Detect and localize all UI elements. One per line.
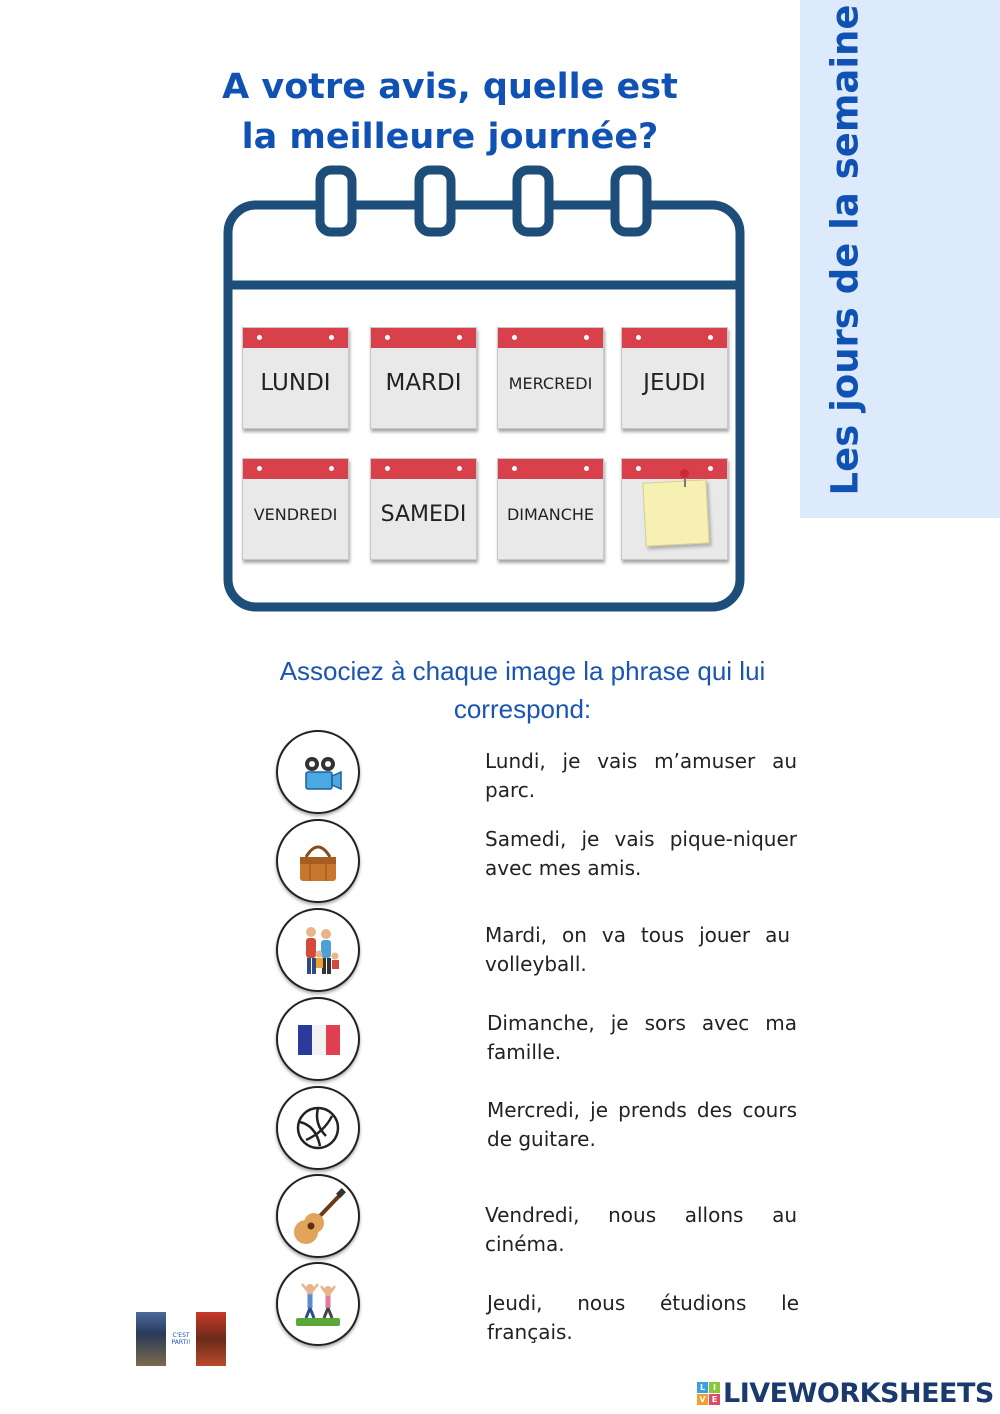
picture-circle-volleyball[interactable] [276,1086,360,1170]
picture-circle-camera[interactable] [276,730,360,814]
badge-thumbnail [166,1312,196,1366]
sentence-item[interactable]: Samedi, je vais pique-niquer avec mes amis. [485,827,797,880]
day-label: MARDI [385,370,462,396]
french-flag-icon [278,999,358,1079]
sentence-item[interactable]: Mardi, on va tous jouer au volleyball. [485,923,790,976]
day-card-samedi [370,458,477,560]
sentence-item[interactable]: Vendredi, nous allons au cinéma. [485,1203,797,1256]
book-cover-thumbnail [136,1312,166,1366]
park-icon [278,1264,358,1344]
side-title: Les jours de la semaine [823,4,867,496]
sentence-item[interactable]: Mercredi, je prends des cours de guitare. [487,1098,797,1151]
pushpin-icon [680,469,689,478]
liveworksheets-logo-icon: L I V E [697,1382,721,1406]
picture-circle-basket[interactable] [276,819,360,903]
sticky-note-icon [642,479,709,546]
badge-text: C'EST PARTI! [171,1332,191,1346]
family-icon [278,910,358,990]
photo-thumbnail [196,1312,226,1366]
picture-circle-guitar[interactable] [276,1174,360,1258]
day-label: VENDREDI [253,504,338,524]
sentence-item[interactable]: Dimanche, je sors avec ma famille. [487,1011,797,1064]
pin-stem [684,477,686,487]
day-label: MERCREDI [508,373,593,393]
day-card-note [621,458,728,560]
instruction-text: Associez à chaque image la phrase qui lui correspond: [279,656,766,724]
day-card-dimanche [497,458,604,560]
day-label: JEUDI [643,370,706,396]
camera-icon [278,732,358,812]
picture-circle-family[interactable] [276,908,360,992]
day-card-lundi [242,327,349,429]
calendar-ring [419,170,451,232]
brand-name: LIVEWORKSHEETS [723,1378,994,1409]
day-card-mercredi [497,327,604,429]
page-title: A votre avis, quelle est la meilleure journée? [222,67,678,157]
picture-basket-icon [278,821,358,901]
guitar-icon [278,1176,358,1256]
day-card-jeudi [621,327,728,429]
day-card-mardi [370,327,477,429]
brand-logo[interactable] [697,1378,994,1409]
volleyball-icon [278,1088,358,1168]
picture-circle-park[interactable] [276,1262,360,1346]
day-label: SAMEDI [380,501,467,527]
calendar-ring [517,170,549,232]
day-card-vendredi [242,458,349,560]
calendar-ring [615,170,647,232]
sentence-item: Jeudi, nous étudions le français. [487,1291,799,1344]
day-label: LUNDI [260,370,331,396]
day-label: DIMANCHE [506,504,595,524]
sentence-item[interactable]: Lundi, je vais m’amuser au parc. [485,749,797,802]
picture-circle-flag[interactable] [276,997,360,1081]
calendar-ring [320,170,352,232]
